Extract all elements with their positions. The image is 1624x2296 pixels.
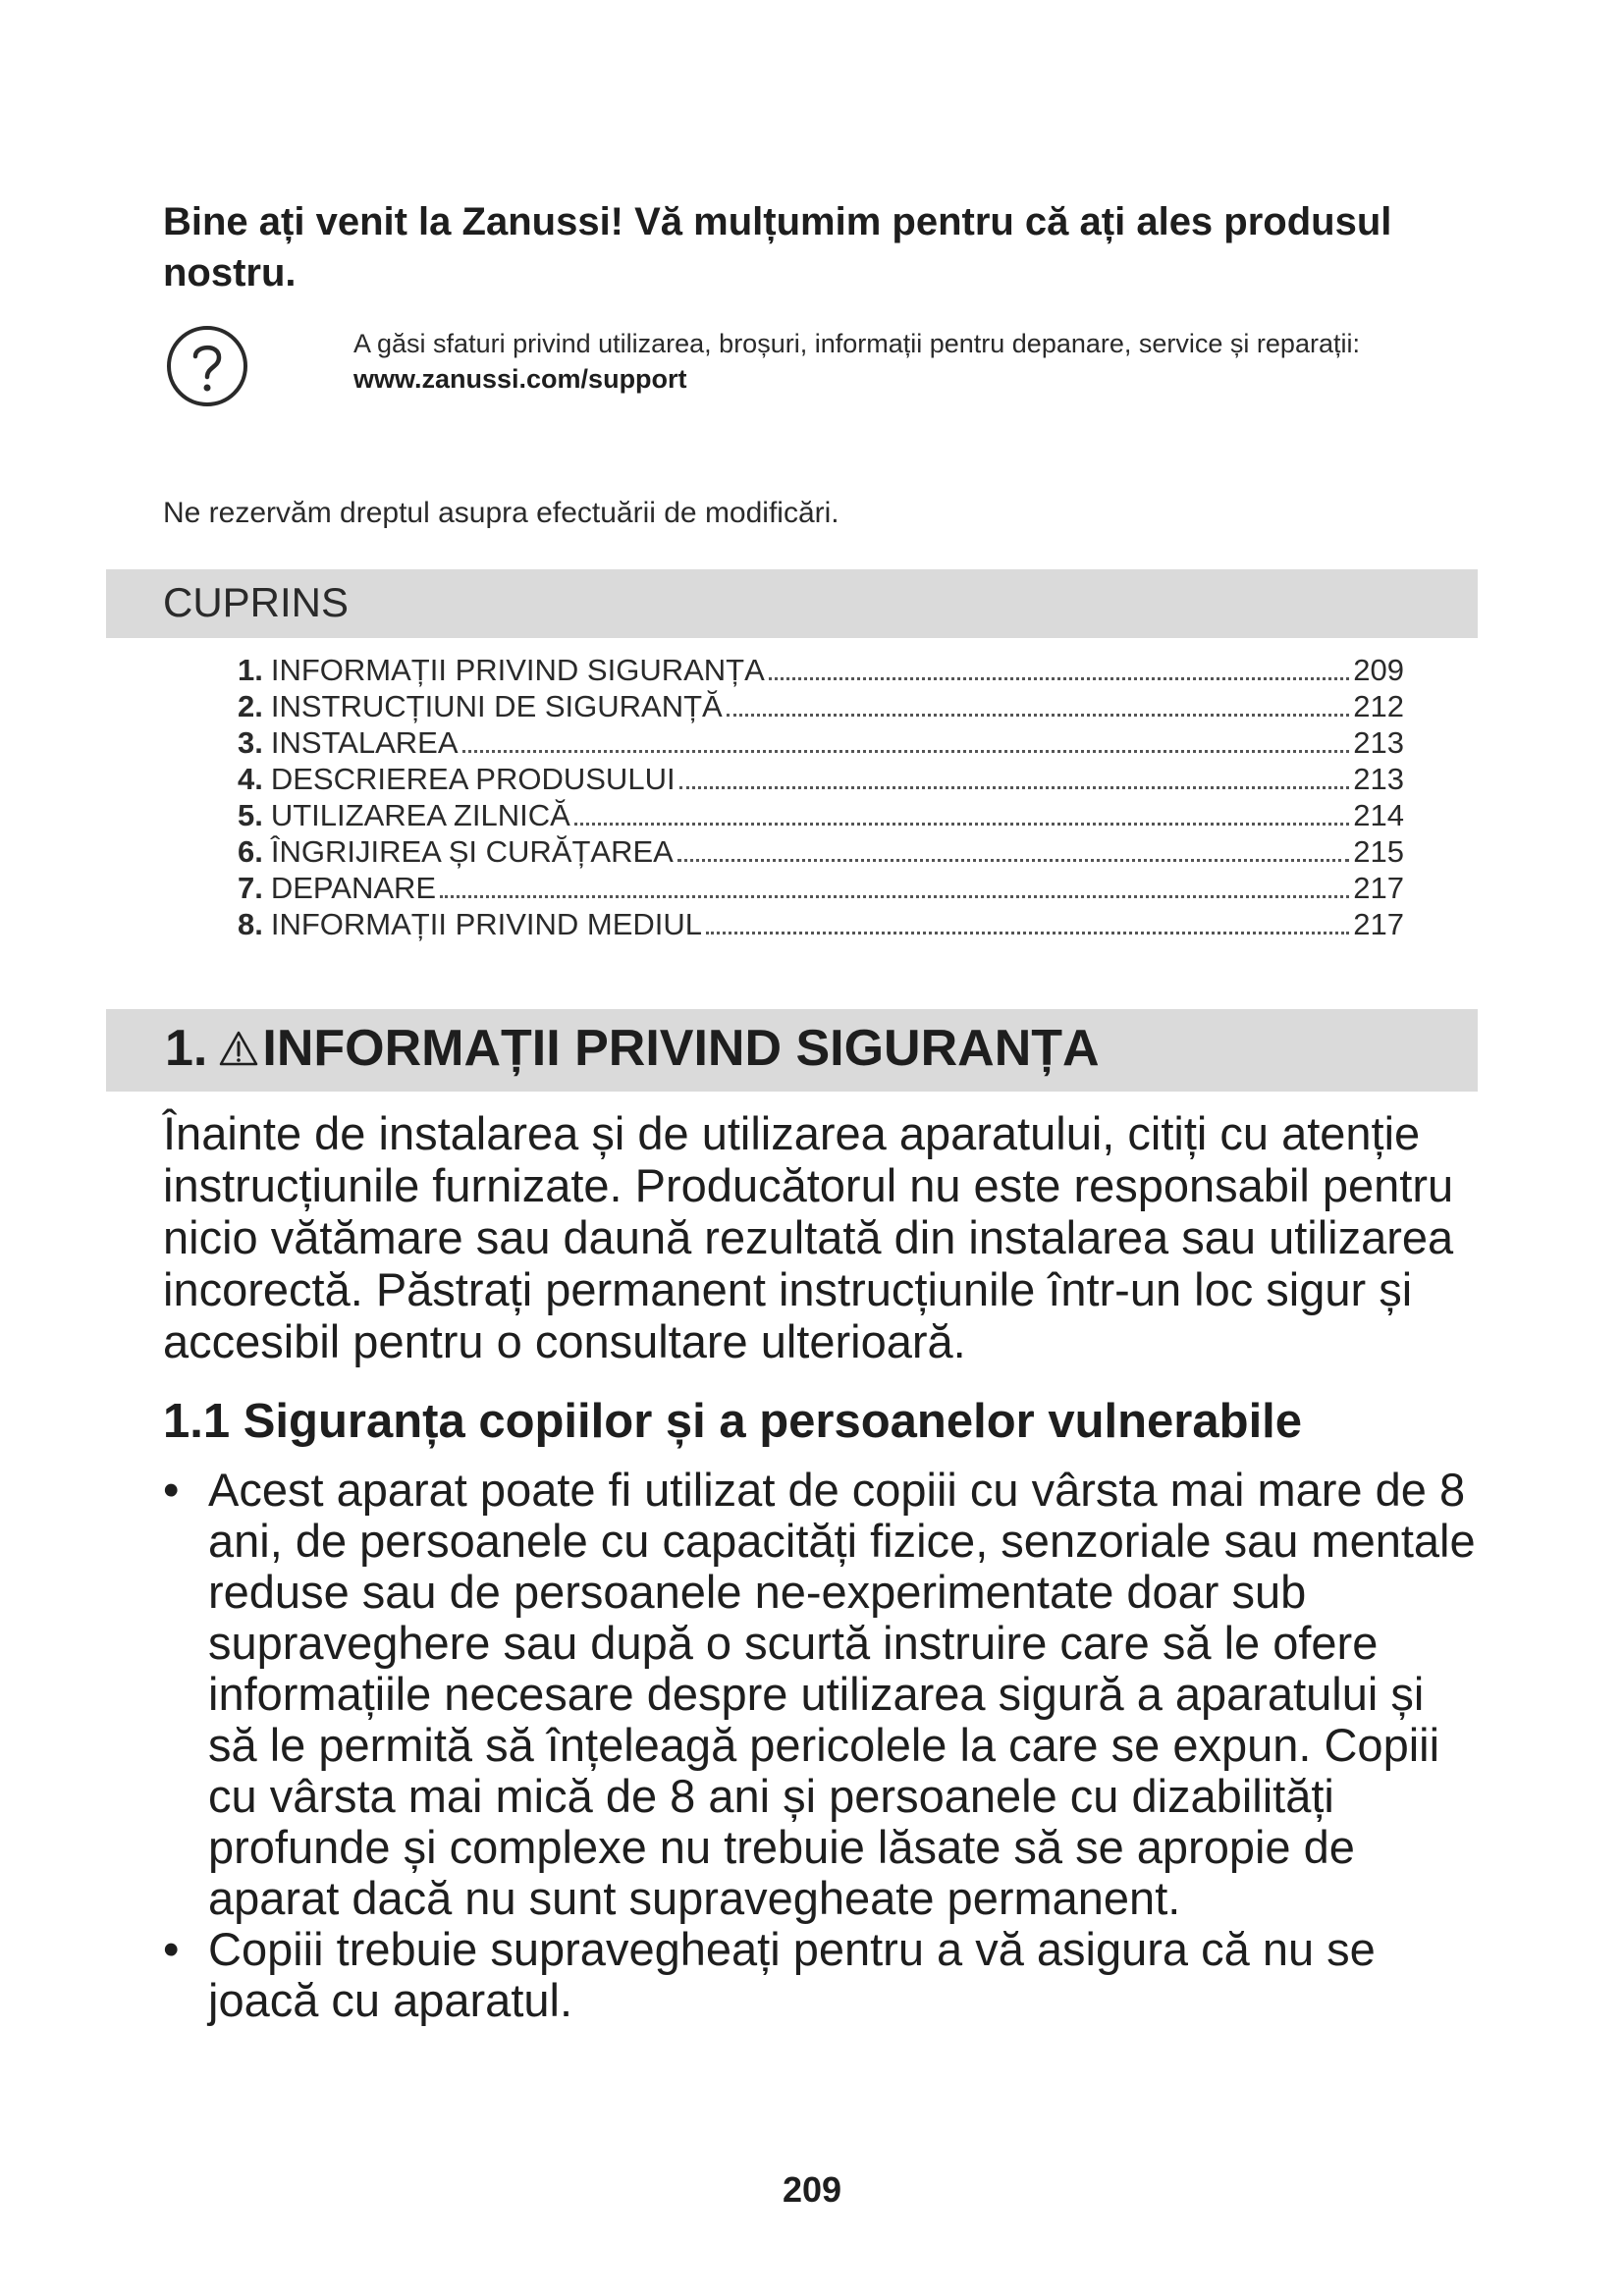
toc-item-number: 1. bbox=[238, 653, 263, 687]
toc-item[interactable] bbox=[238, 762, 1404, 798]
toc-leader-dots bbox=[769, 677, 1349, 680]
question-circle-icon bbox=[165, 324, 249, 408]
reserve-note: Ne rezervăm dreptul asupra efectuării de modificări. bbox=[163, 497, 839, 529]
bullet-icon: • bbox=[163, 1464, 180, 1516]
toc-item[interactable] bbox=[238, 653, 1404, 689]
page-number: 209 bbox=[782, 2169, 842, 2210]
list-item-text: Copiii trebuie supravegheați pentru a vă asigura că nu se joacă cu aparatul. bbox=[208, 1923, 1376, 2026]
toc-item-number: 4. bbox=[238, 762, 263, 796]
toc-item-page: 215 bbox=[1353, 834, 1404, 869]
toc-item[interactable] bbox=[238, 907, 1404, 943]
toc-leader-dots bbox=[462, 750, 1350, 753]
toc-leader-dots bbox=[677, 859, 1349, 862]
toc-item[interactable] bbox=[238, 871, 1404, 907]
toc-item-label: ÎNGRIJIREA ȘI CURĂȚAREA bbox=[270, 834, 674, 869]
section-number: 1. bbox=[165, 1020, 208, 1077]
toc-leader-dots bbox=[727, 714, 1350, 717]
toc-leader-dots bbox=[574, 823, 1350, 826]
support-text: A găsi sfaturi privind utilizarea, broșuri, informații pentru depanare, service și reparații: bbox=[353, 329, 1360, 358]
section-heading bbox=[165, 1019, 1100, 1078]
warning-triangle-icon bbox=[219, 1031, 258, 1066]
toc-item-page: 213 bbox=[1353, 725, 1404, 760]
toc-item-page: 213 bbox=[1353, 762, 1404, 796]
toc-item-page: 209 bbox=[1353, 653, 1404, 687]
support-info bbox=[353, 326, 1453, 397]
toc-item-label: INSTRUCȚIUNI DE SIGURANȚĂ bbox=[270, 689, 723, 723]
toc-item-label: INFORMAȚII PRIVIND SIGURANȚA bbox=[270, 653, 765, 687]
toc-item[interactable] bbox=[238, 725, 1404, 762]
toc-item[interactable] bbox=[238, 798, 1404, 834]
safety-bullet-list bbox=[163, 1465, 1479, 2026]
toc-item-label: INSTALAREA bbox=[270, 725, 459, 760]
toc-item-label: DESCRIEREA PRODUSULUI bbox=[270, 762, 676, 796]
list-item-text: Acest aparat poate fi utilizat de copiii cu vârsta mai mare de 8 ani, de persoanele cu capacități fizice, senzoriale sau mentale reduse sau de persoanele ne-experimentate doar sub supraveghere sau după o scurtă instruire care să le ofere informațiile necesare despre utilizarea sigură a aparatului și să le permită să înțeleagă pericolele la care se expun. Copiii cu vârsta mai mică de 8 ani și persoanele cu dizabilități profunde și complexe nu trebuie lăsate să se apropie de aparat dacă nu sunt supravegheate permanent. bbox=[208, 1464, 1476, 1924]
section-header-band bbox=[106, 1009, 1478, 1092]
toc-leader-dots bbox=[440, 895, 1349, 898]
toc-item-number: 3. bbox=[238, 725, 263, 760]
toc-title: CUPRINS bbox=[163, 579, 350, 625]
welcome-heading: Bine ați venit la Zanussi! Vă mulțumim pentru că ați ales produsul nostru. bbox=[163, 200, 1392, 294]
toc-leader-dots bbox=[679, 786, 1350, 789]
toc-item-number: 5. bbox=[238, 798, 263, 832]
support-link[interactable]: www.zanussi.com/support bbox=[353, 364, 687, 394]
toc-item-label: INFORMAȚII PRIVIND MEDIUL bbox=[270, 907, 703, 941]
table-of-contents bbox=[238, 653, 1404, 943]
toc-item-number: 6. bbox=[238, 834, 263, 869]
bullet-icon: • bbox=[163, 1923, 180, 1975]
toc-item-page: 217 bbox=[1353, 871, 1404, 905]
subsection-heading: 1.1 Siguranța copiilor și a persoanelor vulnerabile bbox=[163, 1395, 1303, 1448]
toc-item-page: 217 bbox=[1353, 907, 1404, 941]
toc-item-page: 214 bbox=[1353, 798, 1404, 832]
section-title: INFORMAȚII PRIVIND SIGURANȚA bbox=[262, 1020, 1100, 1077]
toc-item-label: DEPANARE bbox=[270, 871, 437, 905]
toc-item-number: 2. bbox=[238, 689, 263, 723]
list-item bbox=[163, 1465, 1479, 1924]
toc-item-page: 212 bbox=[1353, 689, 1404, 723]
toc-item[interactable] bbox=[238, 689, 1404, 725]
toc-leader-dots bbox=[706, 932, 1349, 934]
list-item bbox=[163, 1924, 1479, 2026]
toc-item-number: 7. bbox=[238, 871, 263, 905]
section-intro: Înainte de instalarea și de utilizarea aparatului, citiți cu atenție instrucțiunile furnizate. Producătorul nu este responsabil pentru nicio vătămare sau daună rezultată din instalarea sau utilizarea incorectă. Păstrați permanent instrucțiunile într-un loc sigur și accesibil pentru o consultare ulterioară. bbox=[163, 1107, 1454, 1367]
toc-item[interactable] bbox=[238, 834, 1404, 871]
toc-item-label: UTILIZAREA ZILNICĂ bbox=[270, 798, 570, 832]
toc-header-band bbox=[106, 569, 1478, 638]
toc-item-number: 8. bbox=[238, 907, 263, 941]
